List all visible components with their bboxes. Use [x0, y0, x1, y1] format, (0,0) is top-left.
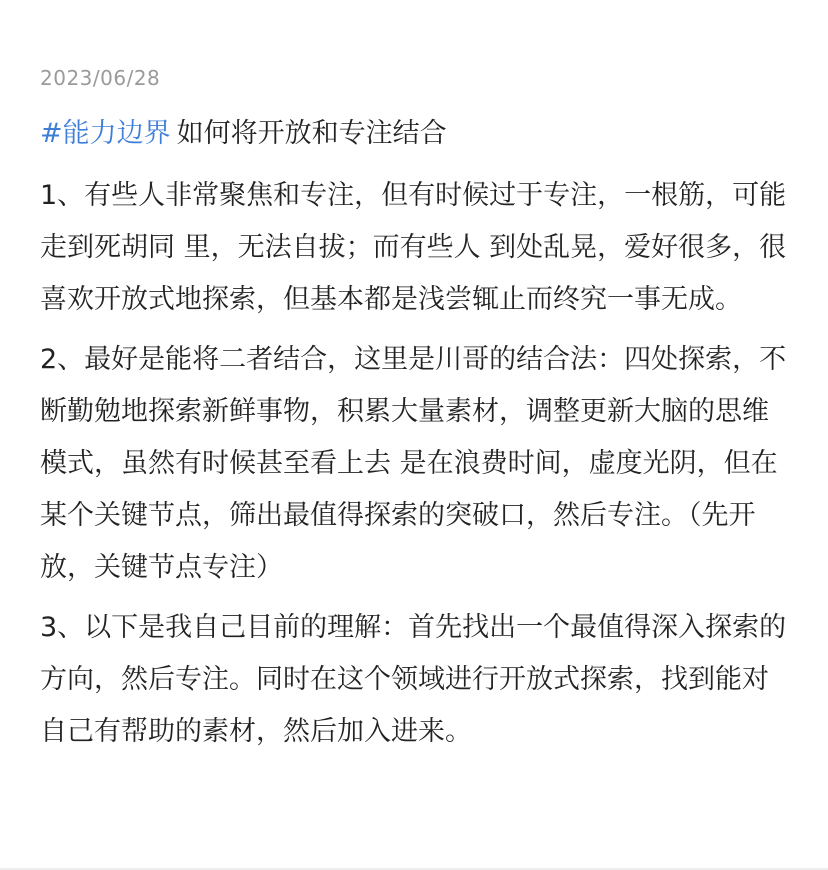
paragraph-3: 3、以下是我自己目前的理解：首先找出一个最值得深入探索的方向，然后专注。同时在这个领域进行开放式探索，找到能对自己有帮助的素材，然后加入进来。: [40, 612, 787, 747]
hashtag-link[interactable]: #能力边界: [40, 118, 171, 149]
post-headline: [40, 114, 788, 154]
paragraph-1: 1、有些人非常聚焦和专注，但有时候过于专注，一根筋，可能走到死胡同 里，无法自拔；而有些人 到处乱晃，爱好很多，很喜欢开放式地探索，但基本都是浅尝辄止而终究一事无成。: [40, 180, 787, 315]
paragraph-2: 2、最好是能将二者结合，这里是川哥的结合法：四处探索，不断勤勉地探索新鲜事物，积累大量素材，调整更新大脑的思维模式，虽然有时候甚至看上去 是在浪费时间，虚度光阴，但在某个关键节点，筛出最值得探索的突破口，然后专注。（先开放，关键节点专注）: [40, 344, 787, 583]
post-date: 2023/06/28: [40, 66, 161, 90]
post-title: 如何将开放和专注结合: [176, 118, 447, 149]
